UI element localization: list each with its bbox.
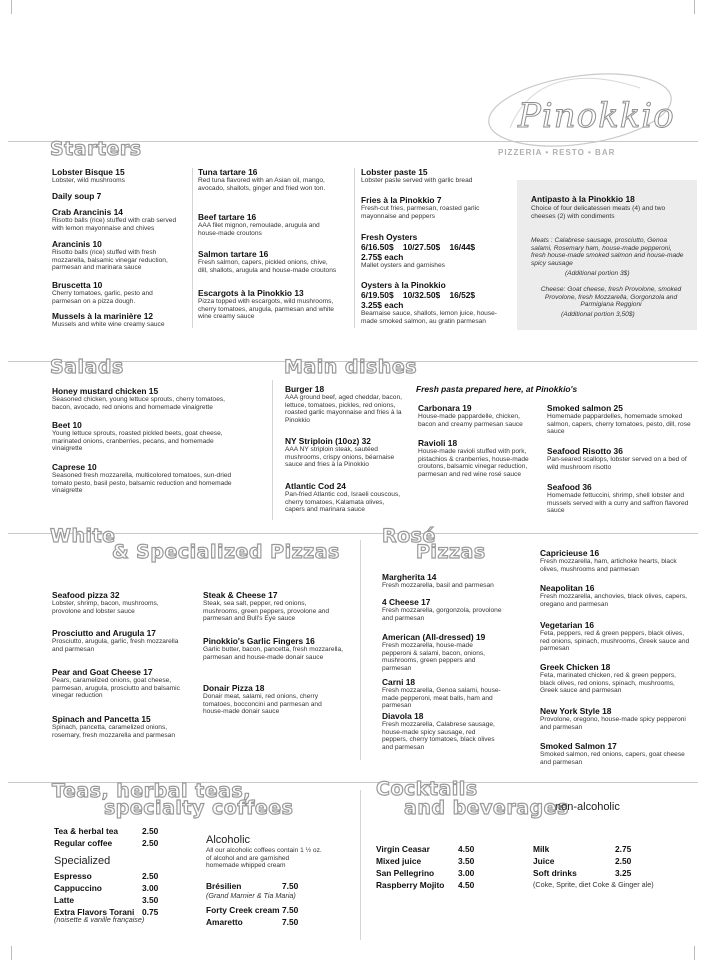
menu-item-name: Diavola 18: [382, 711, 424, 721]
beverage-price: 3.25: [615, 868, 632, 878]
menu-item-name: Mussels à la marinière 12: [52, 311, 154, 321]
menu-item: [52, 386, 242, 411]
menu-item: [52, 462, 242, 495]
menu-item: [52, 590, 182, 615]
menu-item: [198, 167, 338, 192]
menu-item-name: Steak & Cheese 17: [203, 590, 278, 600]
antipasto-desc: Choice of four delicatessen meats (4) and two cheeses (2) with condiments: [531, 205, 666, 220]
menu-item-description: Mallet oysters and garnishes: [361, 262, 445, 269]
menu-item-description: Provolone, oregono, house-made spicy pepperoni and parmesan: [540, 716, 686, 731]
beverage-price: 2.75: [615, 844, 632, 854]
menu-item-name: Escargots à la Pinokkio 13: [198, 288, 304, 298]
menu-item-description: Pears, caramelized onions, goat cheese, parmesan, arugula, prosciutto and balsamic vinegar reduction: [52, 677, 180, 700]
crop-mark: [11, 0, 12, 14]
menu-item-name: Pinokkio's Garlic Fingers 16: [203, 636, 315, 646]
rose-pizzas-title: Rosé: [382, 525, 436, 547]
menu-item-description: Fresh mozzarella, anchovies, black olives, capers, oregano and parmesan: [540, 593, 687, 608]
antipasto-cheese: Cheese: Goat cheese, fresh Provolone, smoked Provolone, fresh Mozzarella, Gorgonzola and Parmigiana Reggioni: [540, 286, 682, 309]
menu-item: [361, 232, 501, 270]
menu-item: [547, 403, 697, 436]
beverage-note: (Grand Marnier & Tia Maria): [206, 891, 296, 900]
menu-item-description: AAA NY striploin steak, sautéed mushrooms, crispy onions, béarnaise sauce and fries à la Pinokkio: [285, 446, 395, 469]
beverage-price: 7.50: [282, 917, 299, 927]
menu-item: [52, 239, 180, 272]
menu-item: [361, 195, 501, 220]
antipasto-meats-extra: (Additional portion 3$): [565, 270, 630, 277]
crop-mark: [11, 946, 12, 960]
crop-mark: [694, 946, 695, 960]
beverage-name: Brésilien: [206, 881, 242, 891]
menu-item-name: Pear and Goat Cheese 17: [52, 667, 153, 677]
column-divider: [360, 790, 361, 940]
torani-note: (noisette & vanille française): [54, 915, 145, 924]
menu-item-description: AAA ground beef, aged cheddar, bacon, lettuce, tomatoes, pickles, red onions, roasted garlic mayonnaise and fries à la Pinokkio: [285, 394, 402, 424]
menu-item-description: Feta, peppers, red & green peppers, black olives, red onions, spinach, mushrooms, Greek sauce and parmesan: [540, 630, 690, 653]
menu-item-name: Beef tartare 16: [198, 212, 257, 222]
menu-item-description: Risotto balls (rice) stuffed with fresh mozzarella, balsamic vinegar reduction, parmesan and marinara sauce: [52, 249, 168, 272]
menu-item-name: Caprese 10: [52, 462, 97, 472]
alcoholic-desc: All our alcoholic coffees contain 1 ½ oz. of alcohol and are garnished homemade whipped cream: [206, 847, 322, 870]
menu-item-name: Burger 18: [285, 384, 325, 394]
menu-item: [361, 167, 501, 185]
menu-item-name: Oysters à la Pinokkio: [361, 280, 446, 290]
menu-item: [52, 667, 182, 700]
menu-item-description: Pan-fried Atlantic cod, Israeli couscous, cherry tomatoes, Kalamata olives, capers and marinara sauce: [285, 491, 401, 514]
non-alcoholic-label: non-alcoholic: [555, 801, 620, 813]
menu-item: [382, 632, 502, 672]
menu-item-description: Fresh mozzarella, house-made pepperoni & salami, bacon, onions, mushrooms, green peppers and parmesan: [382, 642, 486, 672]
menu-item: [540, 662, 690, 695]
beverage-name: Amaretto: [206, 917, 243, 927]
menu-item-name: Vegetarian 16: [540, 620, 595, 630]
menu-item-name: Seafood 36: [547, 482, 592, 492]
menu-item: [540, 706, 690, 731]
column-divider: [360, 540, 361, 760]
menu-item-description: Lobster paste served with garlic bread: [361, 177, 473, 184]
beverage-price: 2.50: [142, 871, 159, 881]
menu-item-name: Daily soup 7: [52, 191, 102, 201]
menu-item-name: Fries à la Pinokkio 7: [361, 195, 442, 205]
beverage-name: Latte: [54, 895, 75, 905]
menu-item-description: Lobster, shrimp, bacon, mushrooms, provolone and lobster sauce: [52, 600, 159, 615]
menu-item-name: Seafood pizza 32: [52, 590, 120, 600]
beverage-price: 0.75: [142, 907, 159, 917]
menu-item-name: Smoked Salmon 17: [540, 741, 617, 751]
menu-item-name: American (All-dressed) 19: [382, 632, 486, 642]
column-divider: [354, 168, 355, 328]
antipasto-cheese-extra: (Additional portion 3,50$): [561, 311, 635, 318]
menu-item-name: Fresh Oysters: [361, 232, 418, 242]
menu-item-description: Bearnaise sauce, shallots, lemon juice, house-made smoked salmon, au gratin parmesan: [361, 310, 497, 325]
antipasto-box: [517, 180, 697, 330]
beverage-price: 3.00: [458, 868, 475, 878]
specialized-heading: Specialized: [54, 855, 111, 867]
white-pizzas-title: White: [50, 525, 116, 547]
menu-item-description: Risotto balls (rice) stuffed with crab served with lemon mayonnaise and chives: [52, 217, 177, 232]
beverage-name: Espresso: [54, 871, 92, 881]
soft-drinks-note: (Coke, Sprite, diet Coke & Ginger ale): [533, 880, 654, 889]
beverage-price: 3.50: [458, 856, 475, 866]
menu-item-name: Prosciutto and Arugula 17: [52, 628, 156, 638]
menu-item: [418, 403, 536, 428]
menu-item-description: Spinach, pancetta, caramelized onions, rosemary, fresh mozzarella and parmesan: [52, 724, 176, 739]
menu-item-name: Crab Arancinis 14: [52, 207, 123, 217]
menu-item-name: Lobster paste 15: [361, 167, 428, 177]
starters-title: Starters: [50, 138, 142, 160]
main-title: Main dishes: [284, 356, 418, 378]
beverage-name: Virgin Ceasar: [376, 844, 430, 854]
menu-item: [198, 212, 338, 237]
menu-item-name: Lobster Bisque 15: [52, 167, 125, 177]
menu-item-description: Homemade fettuccini, shrimp, shell lobster and mussels served with a curry and saffron flavored sauce: [547, 492, 689, 515]
menu-item: [52, 420, 242, 453]
menu-item: [382, 711, 502, 751]
brand-logo: [470, 58, 700, 158]
menu-item-description: Feta, marinated chicken, red & green peppers, black olives, red onions, spinach, mushrooms, Greek sauce and parmesan: [540, 672, 676, 695]
menu-item: [52, 628, 182, 653]
brand-name: Pinokkio: [518, 96, 675, 136]
beverage-name: Forty Creek cream: [206, 905, 280, 915]
menu-item-name: Beet 10: [52, 420, 82, 430]
menu-item-description: Fresh salmon, capers, pickled onions, chive, dill, shallots, arugula and house-made croutons: [198, 259, 337, 274]
menu-item-description: Seasoned chicken, young lettuce sprouts, cherry tomatoes, bacon, avocado, red onions and homemade vinaigrette: [52, 396, 225, 411]
cocktails-subtitle: and beverages: [404, 797, 569, 819]
menu-item-description: House-made ravioli stuffed with pork, pistachios & cranberries, house-made croutons, balsamic vinegar reduction, parmesan and red wine rosé sauce: [418, 448, 529, 478]
column-divider: [272, 380, 273, 520]
menu-item: [52, 714, 182, 739]
menu-item: [52, 207, 180, 232]
menu-item-description: Mussels and white wine creamy sauce: [52, 321, 165, 328]
menu-item-name: Atlantic Cod 24: [285, 481, 346, 491]
menu-item-name: Greek Chicken 18: [540, 662, 611, 672]
menu-item-name: Ravioli 18: [418, 438, 458, 448]
menu-item: [285, 384, 405, 424]
cocktails-title: Cocktails: [376, 778, 478, 800]
menu-item-description: House-made pappardelle, chicken, bacon and creamy parmesan sauce: [418, 413, 523, 428]
menu-item: [540, 583, 690, 608]
rose-pizzas-subtitle: Pizzas: [416, 541, 486, 563]
menu-item-description: Pizza topped with escargots, wild mushrooms, cherry tomatoes, arugula, parmesan and white wine creamy sauce: [198, 298, 334, 321]
beverage-price: 7.50: [282, 905, 299, 915]
column-divider: [192, 168, 193, 328]
menu-item-description: Garlic butter, bacon, pancetta, fresh mozzarella, parmesan and house-made donair sauce: [203, 646, 344, 661]
menu-item-name: Arancinis 10: [52, 239, 102, 249]
menu-item: [198, 249, 338, 274]
menu-item-name: Seafood Risotto 36: [547, 446, 623, 456]
menu-item-description: Cherry tomatoes, garlic, pesto and parmesan on a pizza dough.: [52, 290, 153, 305]
menu-item: [198, 288, 338, 321]
antipasto-meats: Meats : Calabrese sausage, prosciutto, Genoa salami, Rosemary ham, house-made pepperoni, fresh house-made smoked salmon and house-made spicy sausage: [531, 237, 684, 267]
teas-subtitle: specialty coffees: [104, 797, 294, 819]
menu-item: [382, 572, 502, 590]
menu-item-name: Carni 18: [382, 677, 416, 687]
menu-item-name: Neapolitan 16: [540, 583, 595, 593]
beverage-price: 2.50: [615, 856, 632, 866]
menu-item-description: Fresh-cut fries, parmesan, roasted garlic mayonnaise and peppers: [361, 205, 480, 220]
menu-item-description: Pan-seared scallops, lobster served on a bed of wild mushroom risotto: [547, 456, 687, 471]
salads-title: Salads: [50, 356, 124, 378]
menu-item-description: Red tuna flavored with an Asian oil, mango, avocado, shallots, ginger and fried won ton.: [198, 177, 326, 192]
menu-item-name: NY Striploin (10oz) 32: [285, 436, 371, 446]
beverage-name: Raspberry Mojito: [376, 880, 445, 890]
menu-item: [547, 446, 697, 471]
teas-title: Teas, herbal teas,: [52, 780, 251, 802]
menu-item-name: Bruscetta 10: [52, 280, 103, 290]
beverage-name: Milk: [533, 844, 550, 854]
menu-item: [52, 191, 180, 201]
menu-item-description: Homemade pappardelles, homemade smoked salmon, capers, cherry tomatoes, pesto, dill, rose sauce: [547, 413, 691, 436]
menu-item-name: Honey mustard chicken 15: [52, 386, 159, 396]
antipasto-name: Antipasto à la Pinokkio 18: [531, 194, 635, 204]
menu-item-description: Fresh mozzarella, gorgonzola, provolone and parmesan: [382, 607, 502, 622]
menu-item: [203, 590, 343, 623]
menu-item: [203, 636, 343, 661]
beverage-name: Extra Flavors Torani: [54, 907, 135, 917]
menu-item-description: Fresh mozzarella, ham, artichoke hearts, black olives, mushrooms and parmesan: [540, 558, 677, 573]
beverage-price: 4.50: [458, 844, 475, 854]
menu-item: [285, 436, 405, 469]
beverage-name: Regular coffee: [54, 838, 113, 848]
beverage-name: Cappuccino: [54, 883, 102, 893]
menu-item: [540, 741, 690, 766]
pasta-heading: Fresh pasta prepared here, at Pinokkio's: [416, 384, 578, 394]
menu-item: [547, 482, 697, 515]
menu-item: [361, 280, 501, 325]
menu-item: [203, 683, 343, 716]
menu-item: [52, 167, 180, 185]
menu-item-prices: 6/19.50$ 10/32.50$ 16/52$: [361, 290, 476, 300]
menu-item-description: Prosciutto, arugula, garlic, fresh mozzarella and parmesan: [52, 638, 179, 653]
menu-item-name: Salmon tartare 16: [198, 249, 269, 259]
beverage-price: 3.00: [142, 883, 159, 893]
menu-item-description: Donair meat, salami, red onions, cherry tomatoes, bocconcini and parmesan and house-made donair sauce: [203, 693, 322, 716]
beverage-price: 2.50: [142, 838, 159, 848]
menu-item: [540, 620, 690, 653]
beverage-price: 3.50: [142, 895, 159, 905]
menu-item-name: Capricieuse 16: [540, 548, 600, 558]
menu-item-description: Fresh mozzarella, Calabrese sausage, house-made spicy sausage, red peppers, cherry tomatoes, black olives and parmesan: [382, 721, 495, 751]
alcoholic-heading: Alcoholic: [206, 834, 251, 846]
menu-item-name: Donair Pizza 18: [203, 683, 265, 693]
menu-item: [52, 311, 180, 329]
beverage-name: Soft drinks: [533, 868, 577, 878]
menu-item-unit-price: 3.25$ each: [361, 300, 404, 310]
menu-item-description: Smoked salmon, red onions, capers, goat cheese and parmesan: [540, 751, 685, 766]
menu-item: [382, 597, 502, 622]
beverage-price: 2.50: [142, 826, 159, 836]
menu-item-name: Spinach and Pancetta 15: [52, 714, 151, 724]
beverage-name: San Pellegrino: [376, 868, 435, 878]
menu-item-description: Fresh mozzarella, basil and parmesan: [382, 582, 494, 589]
menu-item-description: Lobster, wild mushrooms: [52, 177, 125, 184]
menu-item-description: AAA filet mignon, remoulade, arugula and house-made croutons: [198, 222, 320, 237]
menu-item-name: Margherita 14: [382, 572, 437, 582]
menu-item-name: New York Style 18: [540, 706, 612, 716]
menu-item: [52, 280, 180, 305]
beverage-name: Tea & herbal tea: [54, 826, 119, 836]
menu-item-name: 4 Cheese 17: [382, 597, 431, 607]
menu-item-description: Steak, sea salt, pepper, red onions, mushrooms, green peppers, provolone and parmesan and Bull's Eye sauce: [203, 600, 330, 623]
beverage-price: 7.50: [282, 881, 299, 891]
brand-tagline: PIZZERIA • RESTO • BAR: [498, 148, 616, 157]
beverage-name: Juice: [533, 856, 555, 866]
menu-item: [382, 677, 502, 710]
beverage-name: Mixed juice: [376, 856, 422, 866]
menu-item-description: Fresh mozzarella, Genoa salami, house-made pepperoni, meat balls, ham and parmesan: [382, 687, 501, 710]
menu-item-unit-price: 2.75$ each: [361, 252, 404, 262]
menu-item-description: Seasoned fresh mozzarella, multicolored tomatoes, sun-dried tomato pesto, basil pesto, balsamic reduction and homemade vinaigrette: [52, 472, 232, 495]
menu-item-prices: 6/16.50$ 10/27.50$ 16/44$: [361, 242, 476, 252]
menu-item-name: Smoked salmon 25: [547, 403, 623, 413]
menu-item-description: Young lettuce sprouts, roasted pickled beets, goat cheese, marinated onions, cranberries, pecans, and homemade vinaigrette: [52, 430, 223, 453]
white-pizzas-subtitle: & Specialized Pizzas: [112, 541, 340, 563]
menu-item-name: Tuna tartare 16: [198, 167, 258, 177]
menu-item-name: Carbonara 19: [418, 403, 472, 413]
menu-item: [285, 481, 405, 514]
menu-item: [540, 548, 690, 573]
crop-mark: [694, 0, 695, 14]
menu-item: [418, 438, 536, 478]
beverage-price: 4.50: [458, 880, 475, 890]
